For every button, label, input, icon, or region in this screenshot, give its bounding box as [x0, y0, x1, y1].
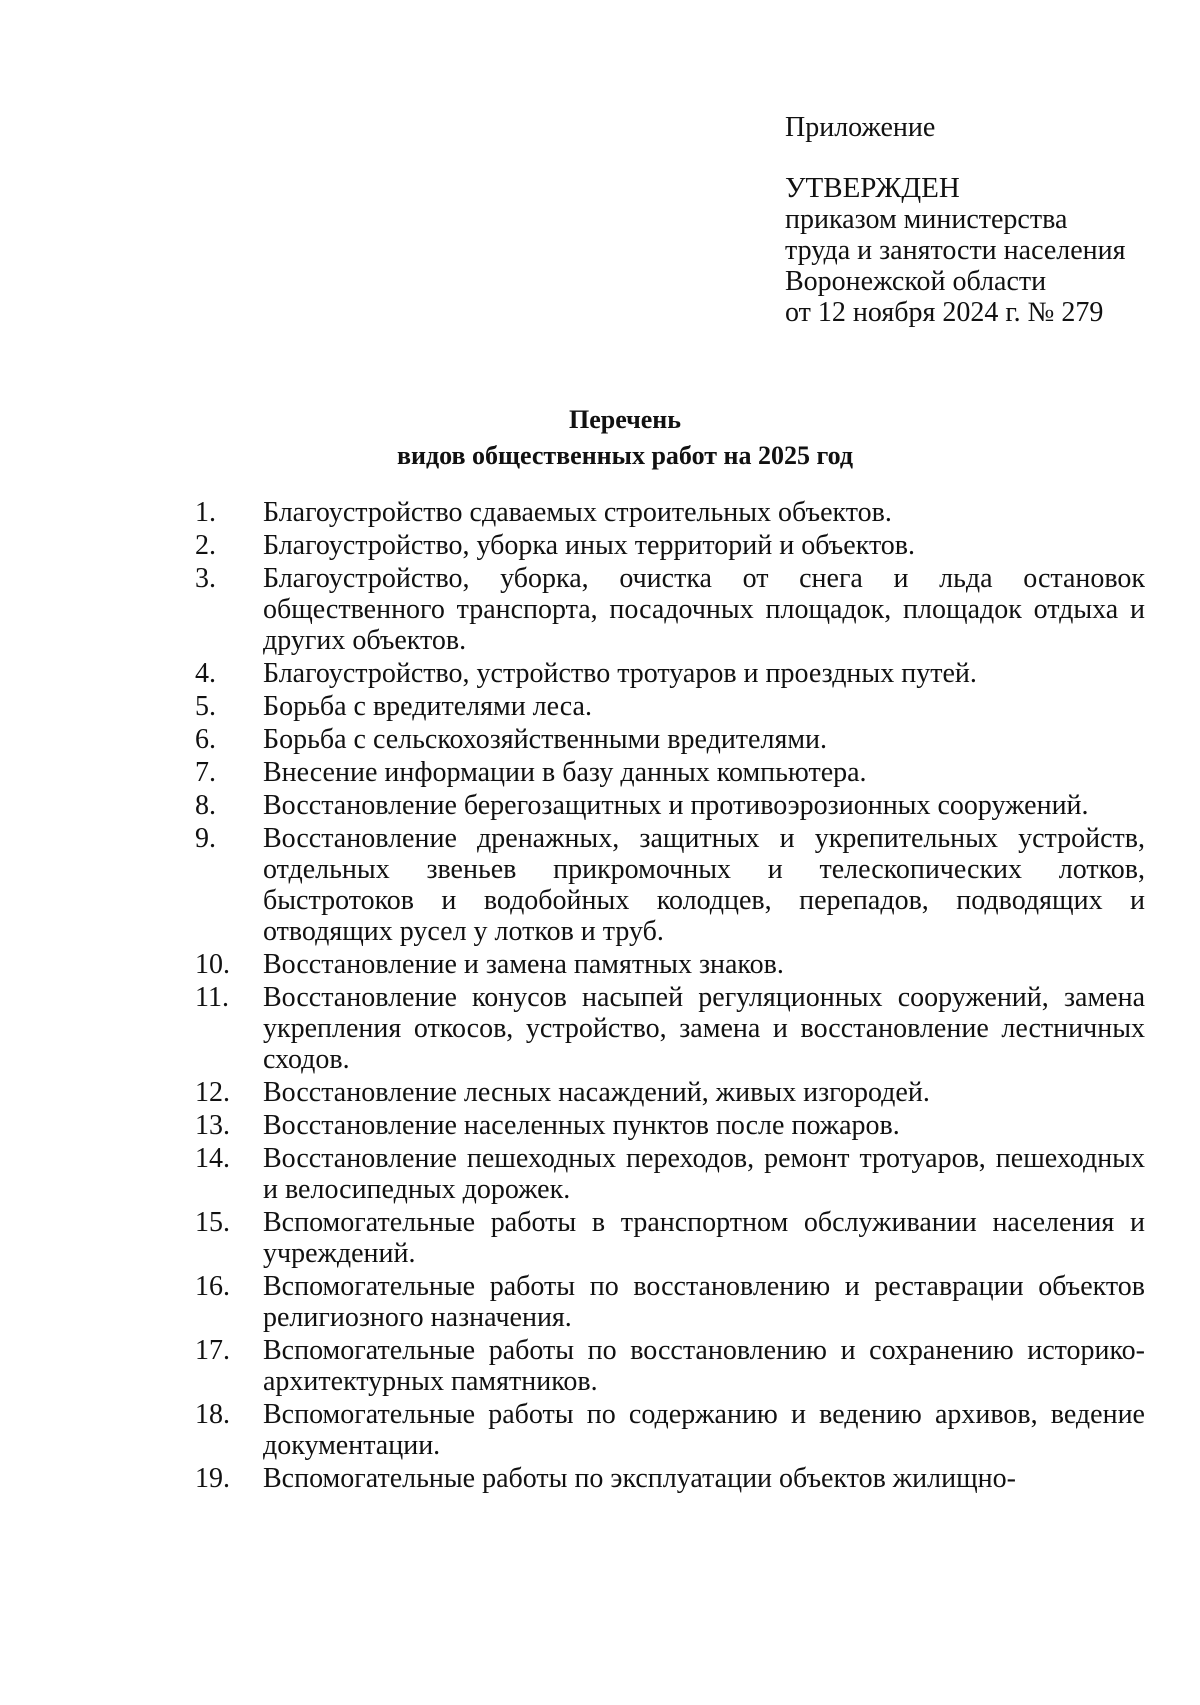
list-item: [195, 691, 1145, 722]
list-item: [195, 1110, 1145, 1141]
list-item-text: Восстановление пешеходных переходов, ремонт тротуаров, пешеходных и велосипедных дорожек.: [263, 1143, 1145, 1205]
approved-label: УТВЕРЖДЕН: [785, 172, 960, 204]
list-item: [195, 530, 1145, 561]
list-item: [195, 1399, 1145, 1461]
list-item-text: Восстановление дренажных, защитных и укрепительных устройств, отдельных звеньев прикромочных и телескопических лотков, быстротоков и водобойных колодцев, перепадов, подводящих и отводящих русел у лотков и труб.: [263, 823, 1145, 947]
list-item-number: 10.: [195, 949, 230, 980]
list-item-number: 8.: [195, 790, 216, 821]
list-item-text: Вспомогательные работы в транспортном обслуживании населения и учреждений.: [263, 1207, 1145, 1269]
list-item-text: Восстановление и замена памятных знаков.: [263, 949, 784, 980]
approval-line-labor: труда и занятости населения: [785, 235, 1126, 266]
list-item: [195, 1143, 1145, 1205]
list-item-number: 7.: [195, 757, 216, 788]
list-item-text: Борьба с вредителями леса.: [263, 691, 592, 722]
list-item-number: 3.: [195, 563, 216, 594]
approval-line-region: Воронежской области: [785, 266, 1047, 297]
list-item-text: Благоустройство, устройство тротуаров и проездных путей.: [263, 658, 977, 689]
list-item: [195, 658, 1145, 689]
list-item: [195, 1207, 1145, 1269]
title-line-1: Перечень: [568, 405, 682, 434]
list-item-number: 2.: [195, 530, 216, 561]
list-item-number: 6.: [195, 724, 216, 755]
list-item-number: 11.: [195, 982, 229, 1013]
list-item: [195, 1335, 1145, 1397]
list-item-text: Благоустройство, уборка иных территорий и объектов.: [263, 530, 916, 561]
list-item: [195, 823, 1145, 947]
list-item-text: Благоустройство, уборка, очистка от снега и льда остановок общественного транспорта, посадочных площадок, площадок отдыха и других объектов.: [263, 563, 1145, 656]
list-item-text: Борьба с сельскохозяйственными вредителями.: [263, 724, 828, 755]
list-item: [195, 757, 1145, 788]
list-item: [195, 1463, 1145, 1494]
list-item-number: 18.: [195, 1399, 230, 1430]
list-item-number: 13.: [195, 1110, 230, 1141]
list-item: [195, 497, 1145, 528]
approval-line-date-number: от 12 ноября 2024 г. № 279: [785, 297, 1104, 328]
list-item: [195, 949, 1145, 980]
list-item-text: Вспомогательные работы по эксплуатации объектов жилищно-: [263, 1463, 1016, 1494]
list-item-text: Вспомогательные работы по восстановлению и реставрации объектов религиозного назначения.: [263, 1271, 1145, 1333]
list-item: [195, 790, 1145, 821]
appendix-label: Приложение: [785, 112, 936, 143]
document-title: [0, 402, 1200, 474]
list-item-text: Благоустройство сдаваемых строительных объектов.: [263, 497, 892, 528]
list-item-text: Восстановление лесных насаждений, живых изгородей.: [263, 1077, 930, 1108]
list-item-text: Вспомогательные работы по содержанию и ведению архивов, ведение документации.: [263, 1399, 1145, 1461]
list-item-number: 5.: [195, 691, 216, 722]
list-item: [195, 1077, 1145, 1108]
list-item-text: Восстановление берегозащитных и противоэрозионных сооружений.: [263, 790, 1089, 821]
list-item-number: 14.: [195, 1143, 230, 1174]
approval-line-ministry: приказом министерства: [785, 204, 1068, 235]
list-item-number: 17.: [195, 1335, 230, 1366]
approval-block: [785, 112, 1185, 328]
list-item-number: 4.: [195, 658, 216, 689]
list-item-text: Восстановление населенных пунктов после пожаров.: [263, 1110, 900, 1141]
title-line-2: видов общественных работ на 2025 год: [396, 441, 854, 470]
list-item-number: 16.: [195, 1271, 230, 1302]
list-item-text: Восстановление конусов насыпей регуляционных сооружений, замена укрепления откосов, устройство, замена и восстановление лестничных сходов.: [263, 982, 1145, 1075]
list-item: [195, 724, 1145, 755]
list-item-number: 19.: [195, 1463, 230, 1494]
list-item: [195, 563, 1145, 656]
list-item: [195, 982, 1145, 1075]
public-works-list: [195, 497, 1145, 1496]
list-item-number: 9.: [195, 823, 216, 854]
list-item-number: 12.: [195, 1077, 230, 1108]
list-item-text: Внесение информации в базу данных компьютера.: [263, 757, 867, 788]
list-item-number: 1.: [195, 497, 216, 528]
list-item-text: Вспомогательные работы по восстановлению и сохранению историко-архитектурных памятников.: [263, 1335, 1145, 1397]
list-item-number: 15.: [195, 1207, 230, 1238]
list-item: [195, 1271, 1145, 1333]
